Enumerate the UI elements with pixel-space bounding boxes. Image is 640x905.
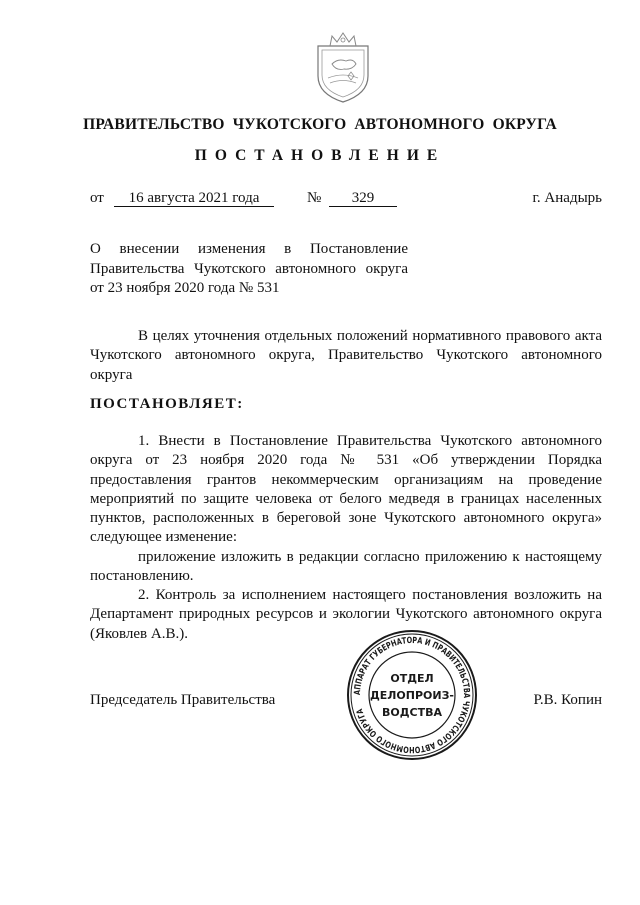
item-1-line: предоставления грантов некоммерческим организациям на проведение (90, 471, 602, 488)
item-2-line: 2. Контроль за исполнением настоящего постановления возложить на (138, 587, 602, 603)
preamble-line: В целях уточнения отдельных положений нормативного правового акта (138, 328, 602, 344)
stamp-ring-text: АППАРАТ ГУБЕРНАТОРА И ПРАВИТЕЛЬСТВА ЧУКОТСКОГО АВТОНОМНОГО ОКРУГА (352, 635, 472, 755)
item-1-line: округа от 23 ноября 2020 года № 531 «Об утверждении Порядка (90, 452, 602, 469)
document-subject (90, 240, 408, 299)
date-prefix: от (90, 190, 104, 206)
item-1-sub-line: постановлению. (90, 568, 194, 585)
signatory-title: Председатель Правительства (90, 692, 276, 708)
document-meta-row (90, 190, 602, 210)
item-1-line: мероприятий по защите человека от белого медведя в границах населенных (90, 490, 602, 507)
document-number: 329 (329, 190, 397, 207)
item-1-paragraph (90, 432, 602, 548)
coat-of-arms-icon (308, 28, 378, 106)
number-prefix: № (307, 190, 322, 206)
preamble-line: округа (90, 366, 133, 383)
item-2-line: Департамент природных ресурсов и экологии Чукотского автономного округа (90, 606, 602, 623)
document-type-title: ПОСТАНОВЛЕНИЕ (194, 147, 446, 164)
item-1-sub-paragraph (90, 548, 602, 587)
preamble-paragraph (90, 327, 602, 385)
document-city: г. Анадырь (532, 190, 602, 206)
item-1-line: следующее изменение: (90, 529, 238, 546)
subject-line: от 23 ноября 2020 года № 531 (90, 280, 280, 296)
stamp-center-line: ДЕЛОПРОИЗ- (369, 689, 455, 702)
subject-line: Правительства Чукотского автономного округа (90, 260, 408, 277)
document-date: 16 августа 2021 года (114, 190, 274, 207)
item-2-line: (Яковлев А.В.). (90, 625, 188, 642)
stamp-center-line: ВОДСТВА (381, 706, 443, 719)
decree-word: ПОСТАНОВЛЯЕТ: (90, 396, 244, 412)
signatory-name: Р.В. Копин (533, 692, 602, 708)
item-1-line: пунктов, расположенных в береговой зоне Чукотского автономного округа» (90, 510, 602, 527)
office-stamp-icon (344, 627, 480, 763)
stamp-center-line: ОТДЕЛ (390, 672, 434, 685)
item-1-sub-line: приложение изложить в редакции согласно приложению к настоящему (138, 549, 602, 565)
subject-line: О внесении изменения в Постановление (90, 241, 408, 257)
item-1-line: 1. Внести в Постановление Правительства Чукотского автономного (138, 433, 602, 449)
preamble-line: Чукотского автономного округа, Правительство Чукотского автономного (90, 347, 602, 364)
government-title: ПРАВИТЕЛЬСТВО ЧУКОТСКОГО АВТОНОМНОГО ОКРУГА (83, 116, 557, 133)
